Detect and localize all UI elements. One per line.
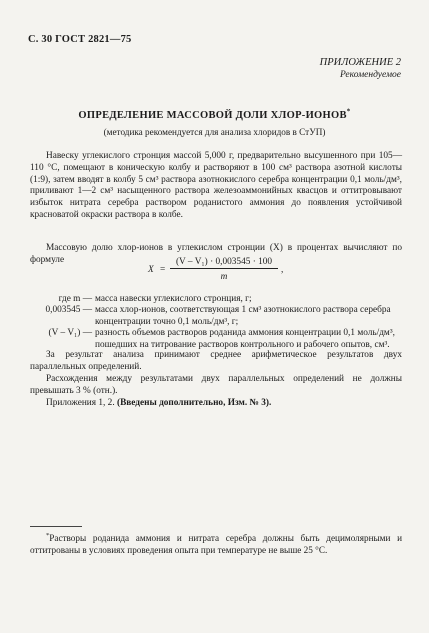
procedure-paragraph: Навеску углекислого стронция массой 5,000 г, предварительно высушенного при 105—110 °С, помещают в коническую колбу и растворяют в 100 см³ раствора азотной кислоты (1:9), затем вводят в колбу 5 см³ раствора азотнокислого серебра концентрации 0,1 моль/дм³, приливают 1—2 см³ насыщенного раствора железоаммонийных квасцов и оттитровывают избыток нитрата серебра раствором роданистого аммония до появления устойчивой красноватой окраски раствора в колбе. [30,151,402,220]
formula-numerator: (V – V₁) · 0,003545 · 100 [170,257,278,269]
definition-row [30,305,402,328]
footnote-text: Растворы роданида аммония и нитрата серебра должны быть децимолярными и оттитрованы в условиях проведения опыта при температуре не выше 25 °С. [30,533,402,555]
amendment-plain: Приложения 1, 2. [46,398,115,408]
amendment-note [30,398,402,410]
appendix-title: ПРИЛОЖЕНИЕ 2 [319,57,401,68]
footnote-mark: * [46,531,50,539]
definition-row [30,294,402,305]
section-title-text: ОПРЕДЕЛЕНИЕ МАССОВОЙ ДОЛИ ХЛОР-ИОНОВ [78,110,347,121]
formula-equals: = [160,265,166,275]
formula [0,258,429,284]
footnote-divider [30,526,82,527]
definition-row [30,328,402,351]
formula-comma: , [281,265,284,275]
footnote-marker: * [346,107,351,116]
result-paragraph: За результат анализа принимают среднее арифметическое результатов двух параллельных определений. [30,350,402,372]
definition-term: где m — [58,294,92,304]
page-header: С. 30 ГОСТ 2821—75 [28,34,132,45]
definition-desc: масса хлор-ионов, соответствующая 1 см³ азотнокислого раствора серебра концентрации точно 0,1 моль/дм³, г; [95,305,391,327]
calculation-intro: Массовую долю хлор-ионов в углекислом стронции (X) в процентах вычисляют по формуле [30,243,402,265]
appendix-label [231,57,401,81]
formula-lhs: X [148,265,154,275]
formula-denominator: m [220,272,228,282]
definition-term: (V – V₁) — [48,328,92,339]
footnote [30,533,402,557]
definition-desc: разность объемов растворов роданида аммония концентрации 0,1 моль/дм³, пошедших на титрование растворов контрольного и рабочего опытов, см³. [95,328,395,350]
section-title [0,107,429,121]
definition-desc: масса навески углекислого стронция, г; [95,294,252,304]
amendment-bold: (Введены дополнительно, Изм. № 3). [116,398,272,408]
definition-term: 0,003545 — [45,305,92,316]
definitions-list [30,294,402,351]
tolerance-paragraph: Расхождения между результатами двух параллельных определений не должны превышать 3 % (отн.). [30,374,402,396]
appendix-note: Рекомендуемое [339,70,401,80]
section-subtitle: (методика рекомендуется для анализа хлоридов в СтУП) [103,127,326,137]
